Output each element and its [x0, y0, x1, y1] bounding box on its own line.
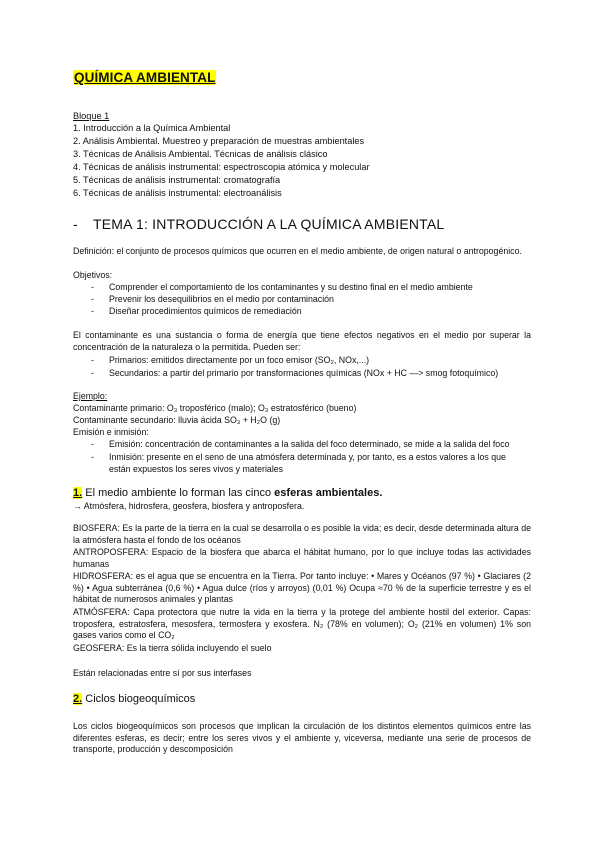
ejemplo-heading: Ejemplo:: [73, 391, 108, 401]
inmision-item: Inmisión: presente en el seno de una atmósfera determinada y, por tanto, es a estos valores a los que: [109, 452, 506, 462]
ejemplo-primario: Contaminante primario: O₃ troposférico (malo); O₃ estratosférico (bueno): [73, 403, 357, 413]
secundarios-item: Secundarios: a partir del primario por transformaciones químicas (NOx + HC —> smog fotoquímico): [109, 368, 499, 378]
section-1-heading: [73, 487, 382, 499]
primarios-item: Primarios: emitidos directamente por un foco emisor (SO₂, NOx,...): [109, 355, 370, 365]
section-2-heading: [73, 693, 195, 705]
bloque-item: 6. Técnicas de análisis instrumental: electroanálisis: [73, 188, 282, 198]
bullet-dash: -: [91, 355, 94, 365]
bullet-dash: -: [91, 439, 94, 449]
bullet-dash: -: [91, 452, 94, 462]
tema-heading: TEMA 1: INTRODUCCIÓN A LA QUÍMICA AMBIENTAL: [93, 216, 445, 232]
relacionadas-line: Están relacionadas entre sí por sus interfases: [73, 668, 252, 678]
objetivo-item: Diseñar procedimientos químicos de remediación: [109, 306, 302, 316]
atmosfera-paragraph: ATMÓSFERA: Capa protectora que nutre la vida en la tierra y la protege del ambiente hostil del exterior. Capas: troposfera, estratosfera, mesosfera, termosfera y exosfera. N₂ (78% en volumen); O₂ (21% en volumen) 1% son gases varios como el CO₂: [73, 607, 531, 641]
biosfera-paragraph: BIOSFERA: Es la parte de la tierra en la cual se desarrolla o es posible la vida; es decir, desde determinada altura de la atmósfera hasta el fondo de los océanos: [73, 523, 531, 545]
esferas-list: → Atmósfera, hidrosfera, geosfera, biosfera y antroposfera.: [73, 501, 305, 511]
bloque-item: 1. Introducción a la Química Ambiental: [73, 123, 231, 133]
ciclos-paragraph: Los ciclos biogeoquímicos son procesos que implican la circulación de los distintos elementos químicos entre las diferentes esferas, es decir; entre los seres vivos y el ambiente y, viceversa, mediante una serie de procesos de transporte, producción y descomposición: [73, 721, 531, 755]
bloque-heading: Bloque 1: [73, 111, 110, 121]
geosfera-line: GEOSFERA: Es la tierra sólida incluyendo el suelo: [73, 643, 272, 653]
document-title: QUÍMICA AMBIENTAL: [74, 70, 216, 85]
objetivo-item: Comprender el comportamiento de los contaminantes y su destino final en el medio ambiente: [109, 282, 473, 292]
bloque-item: 3. Técnicas de Análisis Ambiental. Técnicas de análisis clásico: [73, 149, 328, 159]
objetivos-label: Objetivos:: [73, 270, 113, 280]
emision-inmision-label: Emisión e inmisión:: [73, 427, 149, 437]
definicion-paragraph: Definición: el conjunto de procesos químicos que ocurren en el medio ambiente, de origen natural o antropogénico.: [73, 246, 522, 256]
contaminante-paragraph: El contaminante es una sustancia o forma de energía que tiene efectos negativos en el medio por superar la concentración de la naturaleza o la permitida. Pueden ser:: [73, 330, 531, 352]
bullet-dash: -: [91, 294, 94, 304]
section-2-text: Ciclos biogeoquímicos: [82, 693, 196, 705]
inmision-item-continued: están expuestos los seres vivos y materiales: [109, 464, 284, 474]
section-2-number: 2.: [73, 693, 83, 705]
hidrosfera-paragraph: HIDROSFERA: es el agua que se encuentra en la Tierra. Por tanto incluye: • Mares y Océanos (97 %) • Glaciares (2 %) • Agua subterránea (0,6 %) • Agua dulce (ríos y arroyos) (0,01 %) Ocupa ≈70 % de la superficie terrestre y es el hábitat de numerosos animales y plantas: [73, 571, 531, 605]
emision-item: Emisión: concentración de contaminantes a la salida del foco determinado, se mide a la salida del foco: [109, 439, 510, 449]
bullet-dash: -: [91, 306, 94, 316]
section-1-text: El medio ambiente lo forman las cinco: [82, 487, 275, 499]
antroposfera-paragraph: ANTROPOSFERA: Espacio de la biosfera que abarca el hábitat humano, por lo que incluye todas las actividades humanas: [73, 547, 531, 569]
bullet-dash: -: [91, 368, 94, 378]
bloque-item: 5. Técnicas de análisis instrumental: cromatografía: [73, 175, 281, 185]
section-1-bold: esferas ambientales.: [274, 487, 383, 499]
bloque-item: 4. Técnicas de análisis instrumental: espectroscopia atómica y molecular: [73, 162, 370, 172]
bullet-dash: -: [91, 282, 94, 292]
bloque-item: 2. Análisis Ambiental. Muestreo y preparación de muestras ambientales: [73, 136, 365, 146]
tema-dash: -: [73, 216, 78, 232]
ejemplo-secundario: Contaminante secundario: lluvia ácida SO₃ + H₂O (g): [73, 415, 281, 425]
section-1-number: 1.: [73, 487, 83, 499]
objetivo-item: Prevenir los desequilibrios en el medio por contaminación: [109, 294, 334, 304]
